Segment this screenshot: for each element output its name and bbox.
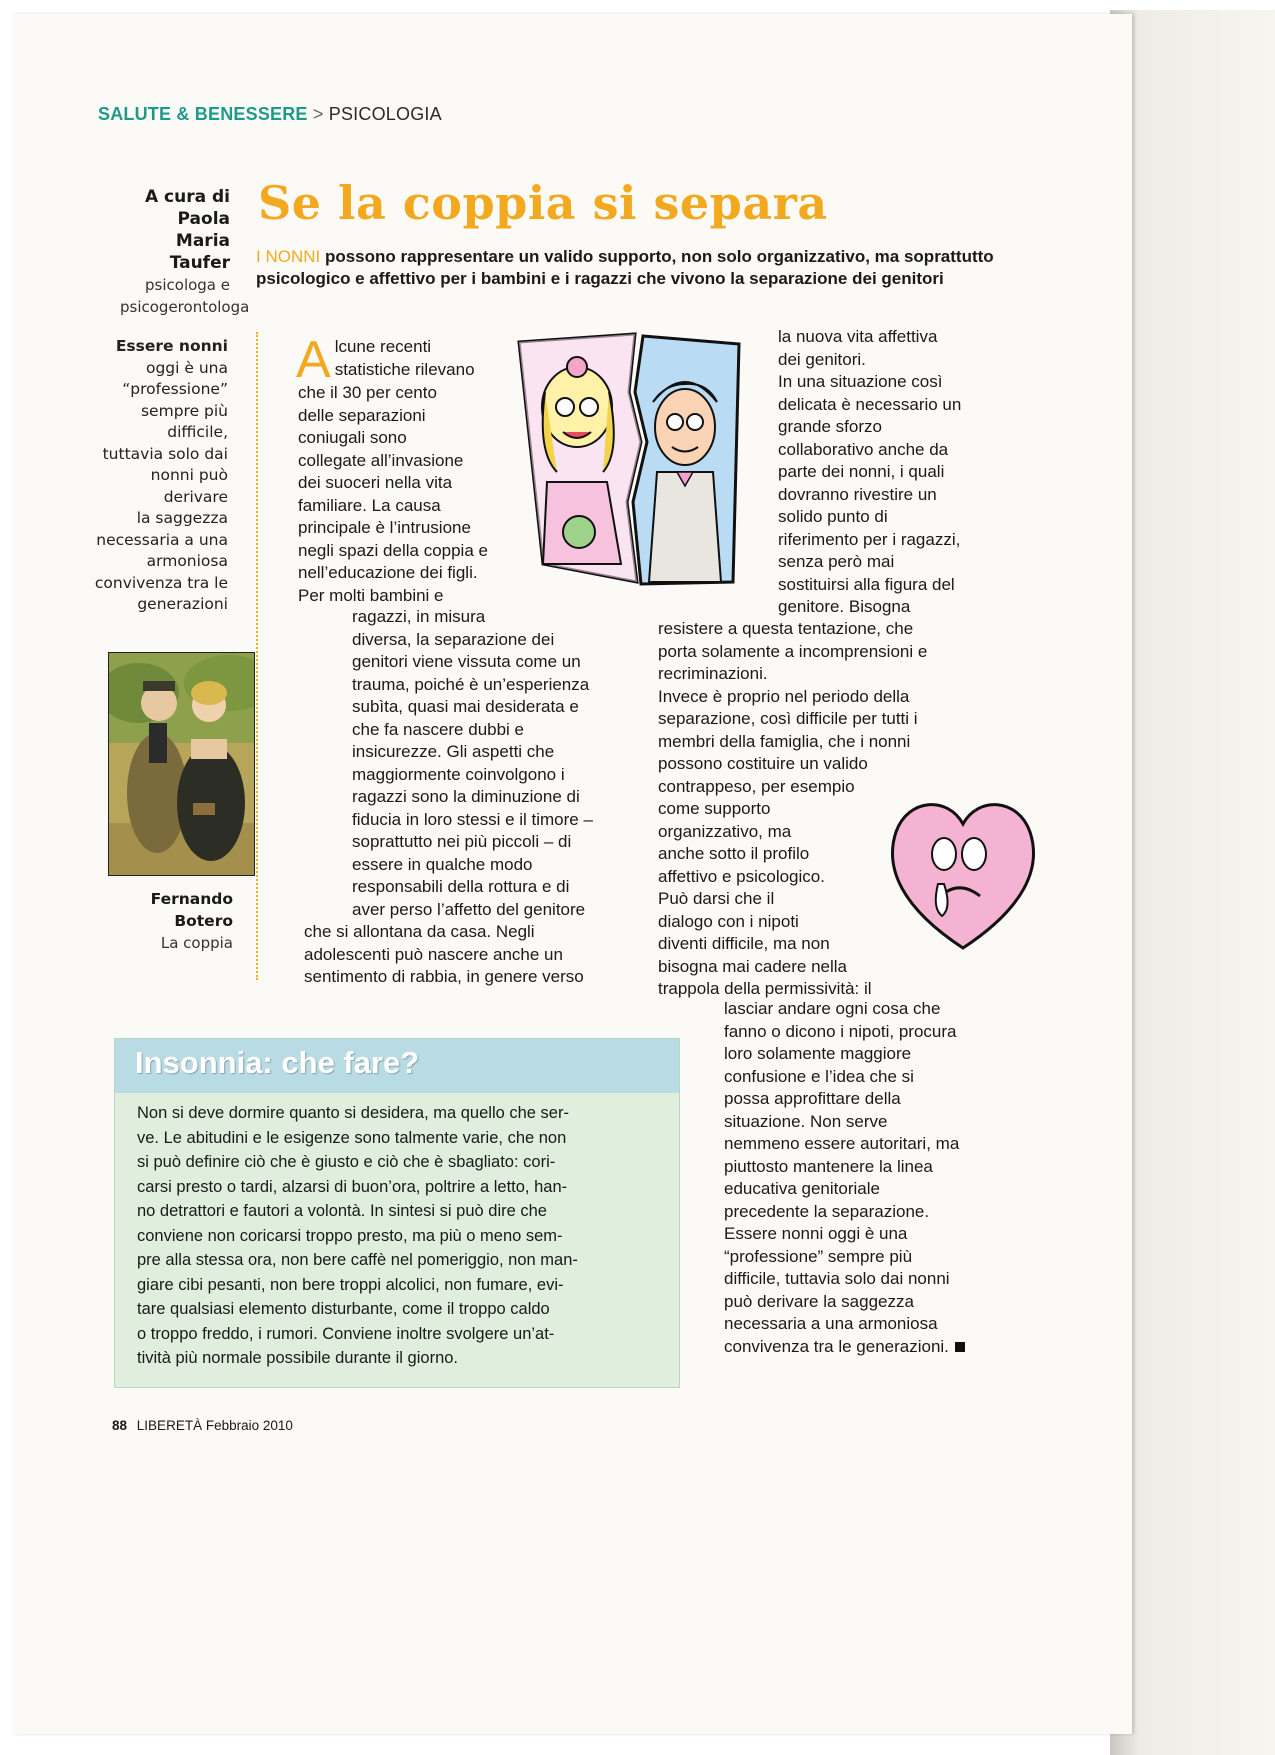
box-line: Non si deve dormire quanto si desidera, ma quello che ser- [137, 1104, 569, 1122]
pull-quote-line: generazioni [137, 595, 228, 613]
magazine-name: LIBERETÀ [136, 1418, 203, 1433]
author-block [120, 186, 250, 318]
pull-quote-line: Essere nonni [115, 337, 228, 355]
article-line: coniugali sono [298, 428, 407, 447]
article-line: educativa genitoriale [724, 1179, 880, 1198]
author-role-1: psicologa e [145, 276, 230, 294]
breadcrumb-separator: > [312, 104, 324, 124]
article-line: aver perso l’affetto del genitore [352, 899, 586, 919]
issue-date: Febbraio 2010 [205, 1418, 293, 1433]
lead-line-2: psicologico e affettivo per i bambini e i ragazzi che vivono la separazione dei genitori [256, 269, 944, 288]
article-line: familiare. La causa [298, 495, 441, 515]
box-line: tare qualsiasi elemento disturbante, come il troppo caldo [137, 1300, 550, 1318]
article-line: fanno o dicono i nipoti, procura [724, 1021, 957, 1041]
article-line: dovranno rivestire un [778, 484, 937, 504]
article-line: precedente la separazione. [724, 1201, 930, 1221]
pull-quote-line: necessaria a una [96, 530, 228, 549]
article-dropcap: A [296, 331, 331, 389]
article-line: maggiormente coinvolgono i [352, 764, 565, 784]
author-last-name: Taufer [169, 253, 230, 273]
article-line: fiducia in loro stessi e il timore – [352, 809, 593, 829]
article-line: genitori viene vissuta come un [352, 652, 581, 671]
pull-quote-line: oggi è una [145, 358, 228, 377]
article-line: grande sforzo [778, 417, 882, 436]
article-line: Per molti bambini e [298, 585, 444, 605]
section-subcategory: PSICOLOGIA [328, 104, 442, 124]
article-line: soprattutto nei più piccoli – di [352, 832, 572, 851]
article-line: nell’educazione dei figli. [298, 563, 478, 582]
article-line: insicurezze. Gli aspetti che [352, 742, 555, 761]
article-line: convivenza tra le generazioni. [724, 1336, 994, 1359]
article-column-2-bottom [724, 998, 994, 1358]
box-line: tività più normale possibile durante il giorno. [137, 1349, 459, 1367]
article-line: riferimento per i ragazzi, [778, 529, 961, 549]
article-line: “professione” sempre più [724, 1246, 913, 1266]
pull-quote-line: nonni può derivare [150, 466, 228, 506]
article-line: loro solamente maggiore [724, 1044, 912, 1063]
article-line: organizzativo, ma [658, 821, 792, 841]
article-line: solido punto di [778, 507, 888, 526]
article-line: essere in qualche modo [352, 854, 533, 874]
box-line: giare cibi pesanti, non bere troppi alcolici, non fumare, evi- [137, 1275, 564, 1294]
box-line: no detrattori e fautori a volontà. In sintesi si può dire che [137, 1202, 547, 1220]
article-line: genitore. Bisogna [778, 597, 911, 616]
author-first-name: Paola Maria [175, 209, 230, 251]
article-line: dialogo con i nipoti [658, 911, 799, 931]
article-line: ragazzi, in misura [352, 607, 486, 626]
article-column-1-bottom [304, 921, 644, 989]
article-line: sostituirsi alla figura del [778, 574, 955, 594]
adjacent-page-edge [1110, 10, 1275, 1755]
pull-quote-line: sempre più difficile, [140, 401, 228, 441]
article-line: separazione, così difficile per tutti i [658, 709, 918, 728]
caption-work: La coppia [160, 934, 233, 952]
article-line: dei genitori. [778, 349, 866, 369]
article-line: necessaria a una armoniosa [724, 1314, 938, 1333]
lead-line-1: possono rappresentare un valido supporto, non solo organizzativo, ma soprattutto [320, 247, 994, 266]
article-line: Invece è proprio nel periodo della [658, 686, 910, 706]
section-breadcrumb [98, 104, 442, 125]
article-line: lcune recenti [334, 337, 432, 356]
box-line: carsi presto o tardi, alzarsi di buon’ora, poltrire a letto, han- [137, 1177, 568, 1196]
article-line: che si allontana da casa. Negli [304, 922, 535, 941]
article-line: membri della famiglia, che i nonni [658, 731, 911, 751]
lead-kicker: I NONNI [256, 247, 321, 266]
article-column-1-mid [352, 606, 652, 921]
article-column-2-mid [658, 618, 968, 1001]
page-footer [112, 1418, 293, 1433]
pull-quote [90, 336, 228, 616]
insomnia-box-header [115, 1039, 679, 1093]
insomnia-box-title: Insonnia: che fare? [135, 1045, 420, 1080]
article-line: recriminazioni. [658, 664, 768, 683]
article-line: porta solamente a incomprensioni e [658, 641, 928, 661]
article-line: nemmeno essere autoritari, ma [724, 1134, 960, 1153]
article-line: senza però mai [778, 552, 895, 571]
section-category: SALUTE & BENESSERE [98, 104, 308, 124]
article-line: collaborativo anche da [778, 439, 949, 459]
article-column-1-top [296, 331, 518, 607]
page-number: 88 [112, 1418, 128, 1433]
pull-quote-line: tuttavia solo dai [102, 444, 228, 463]
article-line: resistere a questa tentazione, che [658, 619, 914, 638]
article-line: piuttosto mantenere la linea [724, 1156, 933, 1176]
article-line: delicata è necessario un [778, 394, 962, 414]
article-line: affettivo e psicologico. [658, 866, 825, 886]
pull-quote-line: convivenza tra le [94, 573, 228, 592]
article-line: confusione e l’idea che si [724, 1066, 914, 1086]
article-line: bisogna mai cadere nella [658, 956, 848, 976]
article-line: diventi difficile, ma non [658, 934, 830, 953]
article-line: subìta, quasi mai desiderata e [352, 697, 579, 716]
article-line: lasciar andare ogni cosa che [724, 999, 941, 1018]
caption-artist: Fernando Botero [150, 890, 233, 930]
article-lead [256, 246, 996, 290]
botero-painting-image [108, 652, 255, 876]
article-line: diversa, la separazione dei [352, 629, 555, 649]
insomnia-box-body [137, 1101, 653, 1371]
article-line: delle separazioni [298, 405, 426, 425]
end-of-article-mark [955, 1342, 965, 1352]
article-line: responsabili della rottura e di [352, 877, 570, 896]
article-line: difficile, tuttavia solo dai nonni [724, 1269, 950, 1288]
article-line: che fa nascere dubbi e [352, 719, 525, 739]
box-line: conviene non coricarsi troppo presto, ma più o meno sem- [137, 1226, 563, 1245]
pull-quote-line: la saggezza [136, 509, 228, 527]
article-line: trappola della permissività: il [658, 979, 872, 998]
article-line: principale è l’intrusione [298, 518, 471, 537]
article-line: sentimento di rabbia, in genere verso [304, 967, 584, 986]
article-line: dei suoceri nella vita [298, 473, 453, 492]
article-line: possono costituire un valido [658, 754, 868, 773]
article-line: anche sotto il profilo [658, 844, 810, 863]
box-line: ve. Le abitudini e le esigenze sono talmente varie, che non [137, 1128, 567, 1147]
article-line: che il 30 per cento [298, 383, 437, 402]
dotted-divider [256, 332, 258, 980]
article-line: Essere nonni oggi è una [724, 1224, 908, 1243]
article-line: negli spazi della coppia e [298, 540, 488, 560]
box-line: o troppo freddo, i rumori. Conviene inoltre svolgere un’at- [137, 1324, 555, 1343]
article-line: In una situazione così [778, 372, 943, 391]
article-line: Può darsi che il [658, 889, 775, 908]
article-line: ragazzi sono la diminuzione di [352, 787, 580, 806]
image-caption [98, 888, 233, 954]
article-line: parte dei nonni, i quali [778, 462, 945, 481]
pull-quote-line: “professione” [122, 380, 228, 398]
author-prefix: A cura di [144, 187, 230, 207]
article-line: possa approfittare della [724, 1089, 901, 1108]
article-line: collegate all’invasione [298, 450, 464, 470]
insomnia-sidebar-box [114, 1038, 680, 1388]
article-line: statistiche rilevano [334, 359, 475, 379]
article-line: la nuova vita affettiva [778, 327, 938, 346]
article-line: come supporto [658, 799, 771, 818]
article-line: contrappeso, per esempio [658, 776, 855, 796]
author-role-2: psicogerontologa [120, 298, 250, 316]
couple-cartoon-illustration [517, 332, 741, 587]
pull-quote-line: armoniosa [146, 552, 228, 570]
article-title: Se la coppia si separa [258, 176, 828, 230]
article-column-2-top [778, 326, 998, 619]
article-line: adolescenti può nascere anche un [304, 944, 563, 964]
article-line: situazione. Non serve [724, 1111, 888, 1131]
article-line: trauma, poiché è un’esperienza [352, 674, 590, 694]
article-line: può derivare la saggezza [724, 1291, 914, 1311]
box-line: pre alla stessa ora, non bere caffè nel pomeriggio, non man- [137, 1251, 578, 1269]
box-line: si può definire ciò che è giusto e ciò che è sbagliato: cori- [137, 1153, 556, 1171]
